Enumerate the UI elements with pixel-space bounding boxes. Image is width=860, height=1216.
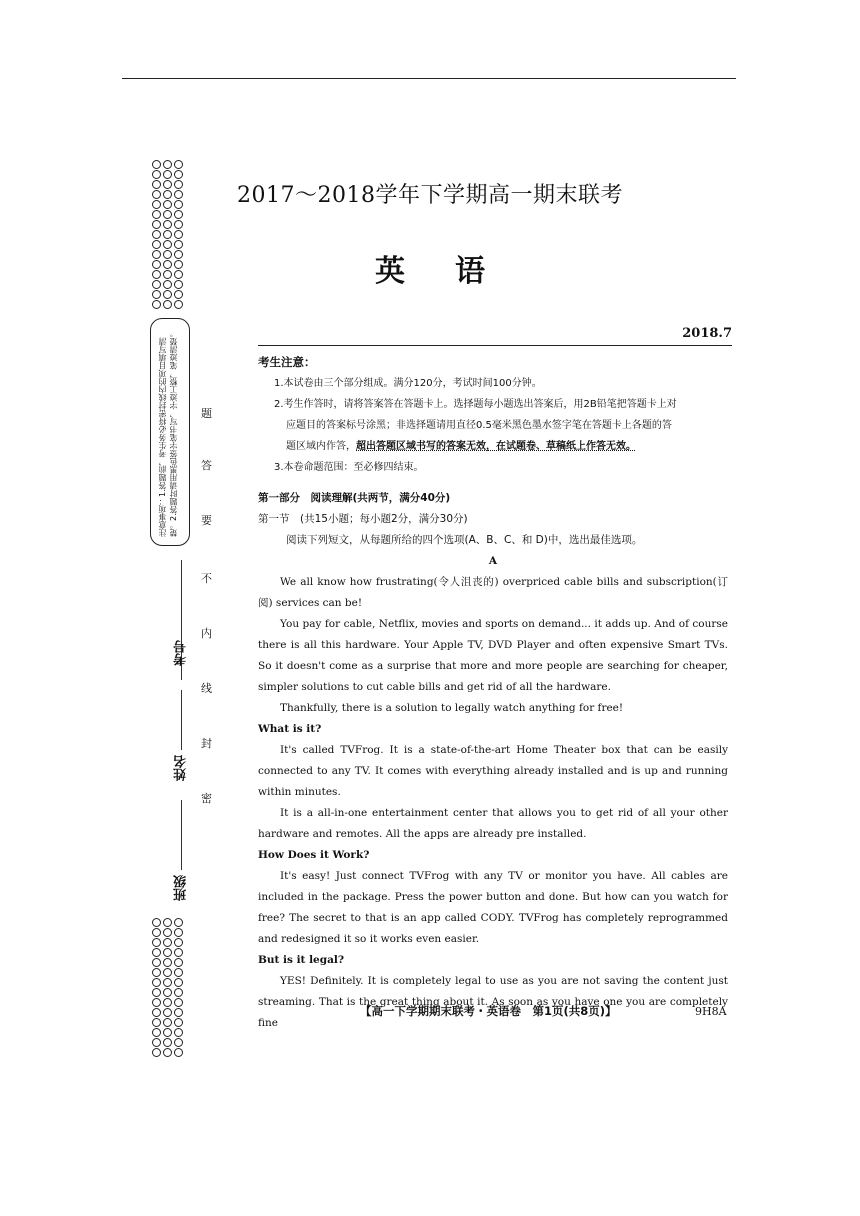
passage-paragraph: It's easy! Just connect TVFrog with any TV or monitor you have. All cables are included in the package. Press the power button and done. But how can you watch for free? The secret to that is an app called CODY. TVFrog has completely reprogrammed and redesigned it so it works even easier.: [258, 870, 728, 945]
binding-hole: [174, 958, 183, 967]
seal-char: 封: [201, 737, 212, 750]
binding-hole: [163, 978, 172, 987]
binding-hole: [163, 1028, 172, 1037]
seal-char: 要: [201, 514, 212, 527]
binding-hole: [174, 938, 183, 947]
binding-hole: [174, 968, 183, 977]
binding-hole: [174, 210, 183, 219]
binding-hole: [152, 978, 161, 987]
binding-hole: [174, 1008, 183, 1017]
seal-char: 密: [201, 792, 212, 805]
binding-hole: [152, 230, 161, 239]
binding-hole: [152, 998, 161, 1007]
binding-hole: [152, 210, 161, 219]
seal-char: 答: [201, 459, 212, 472]
binding-hole: [174, 290, 183, 299]
seal-char: 不: [201, 572, 212, 585]
binding-hole: [163, 968, 172, 977]
binding-hole: [174, 988, 183, 997]
note-item: 3.本卷命题范围：至必修四结束。: [274, 462, 424, 473]
binding-hole: [163, 220, 172, 229]
class-label: 班级: [174, 875, 189, 901]
top-rule: [122, 78, 736, 79]
passage-paragraph: Thankfully, there is a solution to legally watch anything for free!: [280, 702, 624, 714]
binding-hole: [174, 998, 183, 1007]
exam-title: 2017～2018学年下学期高一期末联考: [237, 183, 623, 208]
name-label: 姓名: [174, 755, 189, 781]
binding-hole: [152, 1008, 161, 1017]
note-item-continued: 应题目的答案标号涂黑；非选择题请用直径0.5毫米黑色墨水签字笔在答题卡上各题的答: [286, 420, 672, 431]
binding-hole: [163, 1038, 172, 1047]
binding-hole: [152, 988, 161, 997]
binding-hole: [163, 1048, 172, 1057]
margin-notice-text: 注意事项：1.答题前，考生务必将密封线内的项目填写清楚。2.答题时请用黑色签字笔书写，字迹工整，笔迹清楚。: [158, 329, 178, 537]
binding-hole: [174, 1018, 183, 1027]
section-heading: 第一节 (共15小题；每小题2分，满分30分): [258, 513, 468, 525]
binding-hole: [152, 290, 161, 299]
note-item: 2.考生作答时，请将答案答在答题卡上。选择题每小题选出答案后，用2B铅笔把答题卡上对: [274, 399, 677, 410]
binding-hole: [152, 1048, 161, 1057]
part-heading: 第一部分 阅读理解(共两节，满分40分): [258, 492, 451, 504]
passage-heading: How Does it Work?: [258, 849, 370, 861]
page-footer: 【高一下学期期末联考・英语卷 第1页(共8页)】: [360, 1004, 617, 1018]
binding-hole: [152, 938, 161, 947]
exam-subject: 英语: [375, 254, 535, 289]
binding-holes-bottom: [152, 918, 186, 1057]
note-item-continued: [258, 436, 728, 457]
binding-hole: [163, 300, 172, 309]
note-text: 题区域内作答，: [286, 441, 356, 452]
passage-paragraph: You pay for cable, Netflix, movies and sports on demand... it adds up. And of course there is all this hardware. Your Apple TV, DVD Player and often expensive Smart TVs. So it doesn't come as a surprise that more and more people are searching for cheaper, simpler solutions to cut cable bills and get rid of all the hardware.: [258, 618, 728, 693]
passage-heading: But is it legal?: [258, 954, 345, 966]
binding-hole: [163, 918, 172, 927]
exam-date: 2018.7: [682, 326, 732, 341]
binding-hole: [174, 300, 183, 309]
binding-hole: [152, 220, 161, 229]
binding-hole: [152, 948, 161, 957]
binding-hole: [152, 928, 161, 937]
binding-hole: [163, 998, 172, 1007]
seal-char: 内: [201, 627, 212, 640]
binding-hole: [152, 958, 161, 967]
margin-line: [181, 690, 182, 750]
margin-line: [181, 800, 182, 870]
binding-hole: [152, 300, 161, 309]
passage-paragraph: It is a all-in-one entertainment center that allows you to get rid of all your other hardware and remotes. All the apps are already pre installed.: [258, 807, 728, 840]
passage-label: A: [488, 555, 498, 567]
binding-hole: [174, 230, 183, 239]
binding-hole: [152, 1028, 161, 1037]
binding-hole: [163, 290, 172, 299]
notes-heading: 考生注意：: [258, 355, 316, 369]
binding-hole: [152, 918, 161, 927]
binding-hole: [174, 948, 183, 957]
binding-hole: [152, 160, 161, 169]
paper-code: 9H8A: [695, 1005, 727, 1018]
binding-hole: [174, 160, 183, 169]
binding-hole: [174, 1038, 183, 1047]
binding-hole: [163, 1018, 172, 1027]
binding-hole: [152, 1038, 161, 1047]
binding-hole: [152, 968, 161, 977]
margin-notice-box: [150, 318, 190, 546]
instruction: 阅读下列短文，从每题所给的四个选项(A、B、C、和 D)中，选出最佳选项。: [286, 534, 643, 546]
binding-hole: [174, 928, 183, 937]
binding-hole: [174, 978, 183, 987]
note-emphasis: 超出答题区域书写的答案无效，在试题卷、草稿纸上作答无效。: [356, 441, 636, 452]
binding-hole: [174, 1028, 183, 1037]
passage-paragraph: It's called TVFrog. It is a state-of-the-art Home Theater box that can be easily connected to any TV. It comes with everything already installed and is up and running within minutes.: [258, 744, 728, 798]
binding-hole: [163, 958, 172, 967]
binding-hole: [174, 1048, 183, 1057]
binding-hole: [163, 938, 172, 947]
binding-hole: [163, 988, 172, 997]
binding-hole: [163, 1008, 172, 1017]
binding-hole: [163, 948, 172, 957]
seal-char: 线: [201, 682, 212, 695]
binding-hole: [163, 928, 172, 937]
binding-hole: [152, 1018, 161, 1027]
note-item: 1.本试卷由三个部分组成。满分120分，考试时间100分钟。: [274, 378, 542, 389]
binding-hole: [163, 230, 172, 239]
binding-hole: [174, 918, 183, 927]
passage-paragraph: We all know how frustrating(令人沮丧的) overpriced cable bills and subscription(订阅) services can be!: [258, 576, 728, 609]
passage-paragraph: YES! Definitely. It is completely legal to use as you are not saving the content just streaming. That is the great thing about it. As soon as you have one you are completely fine: [258, 975, 728, 1029]
binding-hole: [174, 220, 183, 229]
binding-hole: [163, 160, 172, 169]
binding-hole: [163, 210, 172, 219]
seal-char: 题: [201, 407, 212, 420]
date-rule: [258, 345, 732, 346]
exam-content: [258, 352, 728, 1034]
number-label: 考号: [174, 640, 189, 666]
passage-heading: What is it?: [258, 723, 322, 735]
